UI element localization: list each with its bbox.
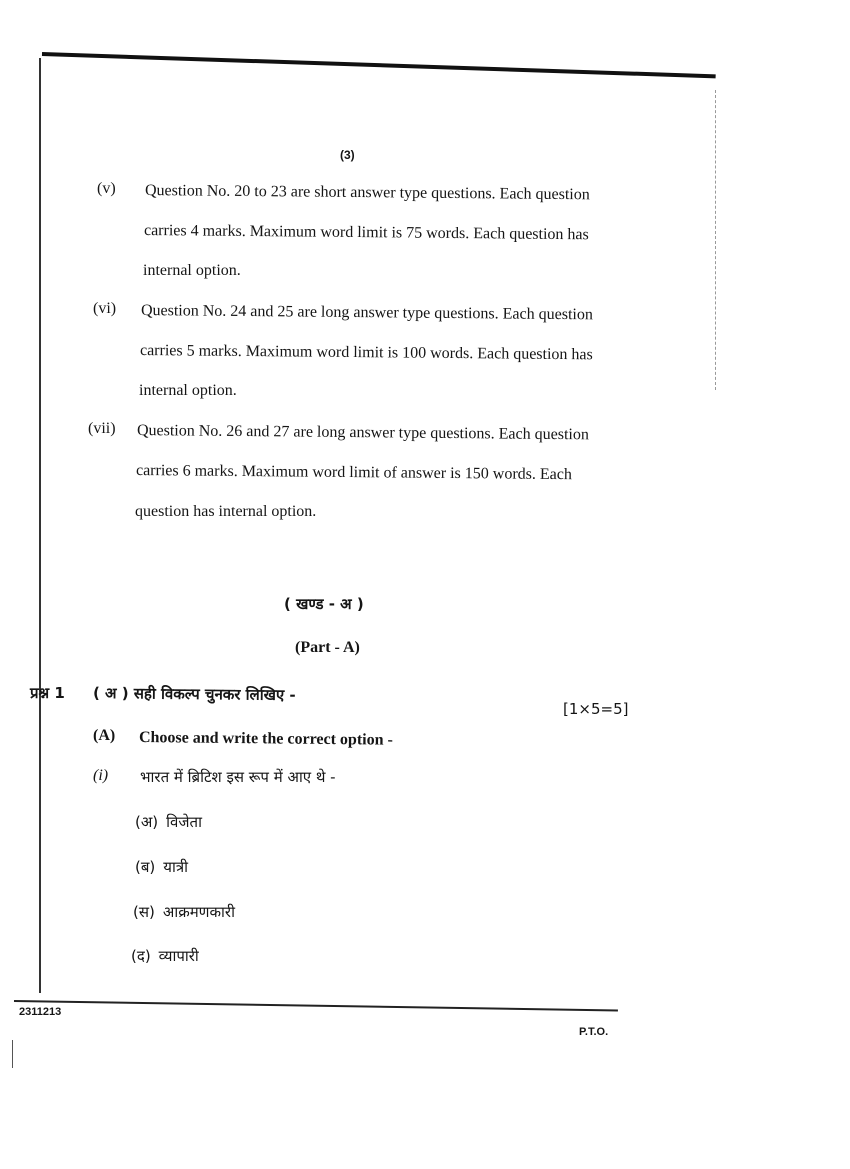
option-marker: (ब)	[135, 858, 156, 876]
option-text: व्यापारी	[158, 947, 199, 965]
option-b	[135, 857, 188, 877]
page-number: (3)	[340, 148, 355, 162]
section-heading-hindi: ( खण्ड - अ )	[284, 595, 364, 613]
instruction-number: (vi)	[93, 300, 117, 317]
option-marker: (द)	[131, 947, 151, 965]
marks-badge: [1×5=5]	[563, 700, 629, 718]
instruction-text: internal option.	[139, 382, 237, 399]
option-text: आक्रमणकारी	[162, 903, 235, 921]
left-margin-line	[39, 58, 41, 993]
item-question-text: भारत में ब्रिटिश इस रूप में आए थे -	[140, 768, 336, 786]
sub-question-label: (A)	[93, 727, 116, 744]
sub-question-instruction: Choose and write the correct option -	[138, 729, 393, 749]
instruction-text: Question No. 20 to 23 are short answer type questions. Each question	[144, 182, 590, 204]
instruction-number: (v)	[97, 180, 116, 197]
question-label: प्रश्न 1	[30, 684, 65, 702]
instruction-text: carries 5 marks. Maximum word limit is 100 words. Each question has	[139, 342, 593, 364]
left-margin-mark	[12, 1040, 13, 1068]
bottom-border-line	[14, 1000, 618, 1011]
paper-code: 2311213	[19, 1006, 62, 1018]
pto-label: P.T.O.	[579, 1026, 609, 1038]
option-a	[135, 812, 202, 832]
item-label: (i)	[93, 767, 109, 784]
option-marker: (स)	[133, 903, 155, 921]
option-text: विजेता	[166, 813, 202, 831]
option-text: यात्री	[163, 858, 189, 876]
instruction-text: question has internal option.	[135, 503, 317, 520]
option-c	[133, 902, 235, 922]
option-d	[131, 946, 199, 966]
section-heading-english: (Part - A)	[295, 639, 360, 656]
instruction-text: Question No. 26 and 27 are long answer type questions. Each question	[136, 422, 589, 444]
right-margin-mark	[715, 90, 717, 390]
instruction-number: (vii)	[88, 420, 116, 437]
instruction-text: Question No. 24 and 25 are long answer type questions. Each question	[140, 302, 593, 324]
instruction-text: carries 6 marks. Maximum word limit of answer is 150 words. Each	[135, 462, 572, 484]
instruction-text: carries 4 marks. Maximum word limit is 75 words. Each question has	[143, 222, 589, 244]
top-border-line	[42, 52, 716, 78]
instruction-text: internal option.	[143, 262, 241, 279]
option-marker: (अ)	[135, 813, 159, 831]
question-instruction-hindi: ( अ ) सही विकल्प चुनकर लिखिए -	[92, 684, 296, 705]
